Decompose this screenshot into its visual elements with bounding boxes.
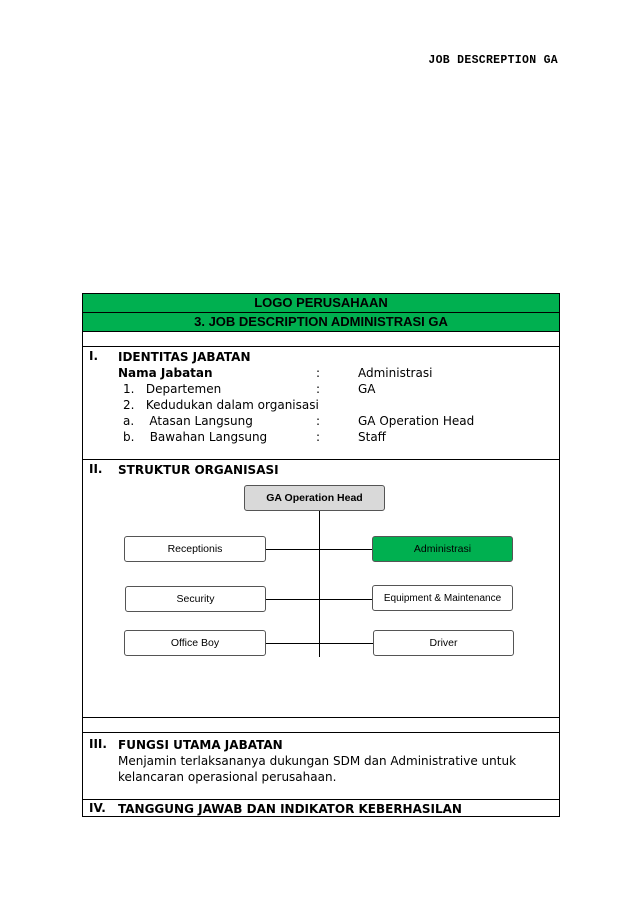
org-box-equipment: Equipment & Maintenance — [372, 585, 513, 611]
row-value: Administrasi — [358, 366, 433, 380]
org-box-administrasi: Administrasi — [372, 536, 513, 562]
row-value: GA Operation Head — [358, 414, 475, 428]
section-number: I. — [89, 349, 99, 363]
org-box-driver: Driver — [373, 630, 514, 656]
section-identitas — [83, 346, 559, 459]
row-departemen — [118, 381, 559, 397]
row-key: 2. Kedudukan dalam organisasi — [123, 398, 319, 412]
org-box-receptionis: Receptionis — [124, 536, 266, 562]
org-box-security: Security — [125, 586, 266, 612]
org-branch-line-2 — [265, 599, 372, 600]
spacer-row — [83, 331, 559, 346]
section-struktur — [83, 459, 559, 717]
spacer-row — [83, 717, 559, 732]
row-key: a. Atasan Langsung — [123, 414, 253, 428]
section-fungsi — [83, 732, 559, 799]
org-box-head: GA Operation Head — [244, 485, 385, 511]
section-title: STRUKTUR ORGANISASI — [118, 463, 279, 477]
org-box-office-boy: Office Boy — [124, 630, 266, 656]
row-key: b. Bawahan Langsung — [123, 430, 268, 444]
fungsi-text: Menjamin terlaksananya dukungan SDM dan Administrative untuk kelancaran operasional perusahaan. — [118, 754, 517, 784]
job-description-table — [82, 293, 560, 817]
org-branch-line-1 — [265, 549, 372, 550]
section-number: IV. — [89, 801, 106, 815]
row-colon: : — [316, 366, 321, 380]
row-nama-jabatan — [118, 365, 559, 381]
row-value: Staff — [358, 430, 386, 444]
row-kedudukan — [118, 397, 559, 413]
row-colon: : — [316, 382, 321, 396]
row-atasan — [118, 413, 559, 429]
section-title: IDENTITAS JABATAN — [118, 350, 251, 364]
section-number: II. — [89, 462, 103, 476]
org-trunk-line — [319, 511, 320, 657]
logo-band: LOGO PERUSAHAAN — [83, 293, 559, 312]
row-key: Nama Jabatan — [118, 366, 213, 380]
section-title: TANGGUNG JAWAB DAN INDIKATOR KEBERHASILAN — [118, 802, 462, 816]
section-number: III. — [89, 737, 107, 751]
org-chart — [83, 478, 559, 718]
row-key: 1. Departemen — [123, 382, 222, 396]
row-colon: : — [316, 430, 321, 444]
row-value: GA — [358, 382, 376, 396]
section-title: FUNGSI UTAMA JABATAN — [118, 738, 283, 752]
org-branch-line-3 — [265, 643, 373, 644]
section-tanggung-jawab — [83, 799, 559, 817]
job-title-band: 3. JOB DESCRIPTION ADMINISTRASI GA — [83, 312, 559, 331]
row-colon: : — [316, 414, 321, 428]
document-title: JOB DESCREPTION GA — [428, 54, 558, 67]
row-bawahan — [118, 429, 559, 445]
